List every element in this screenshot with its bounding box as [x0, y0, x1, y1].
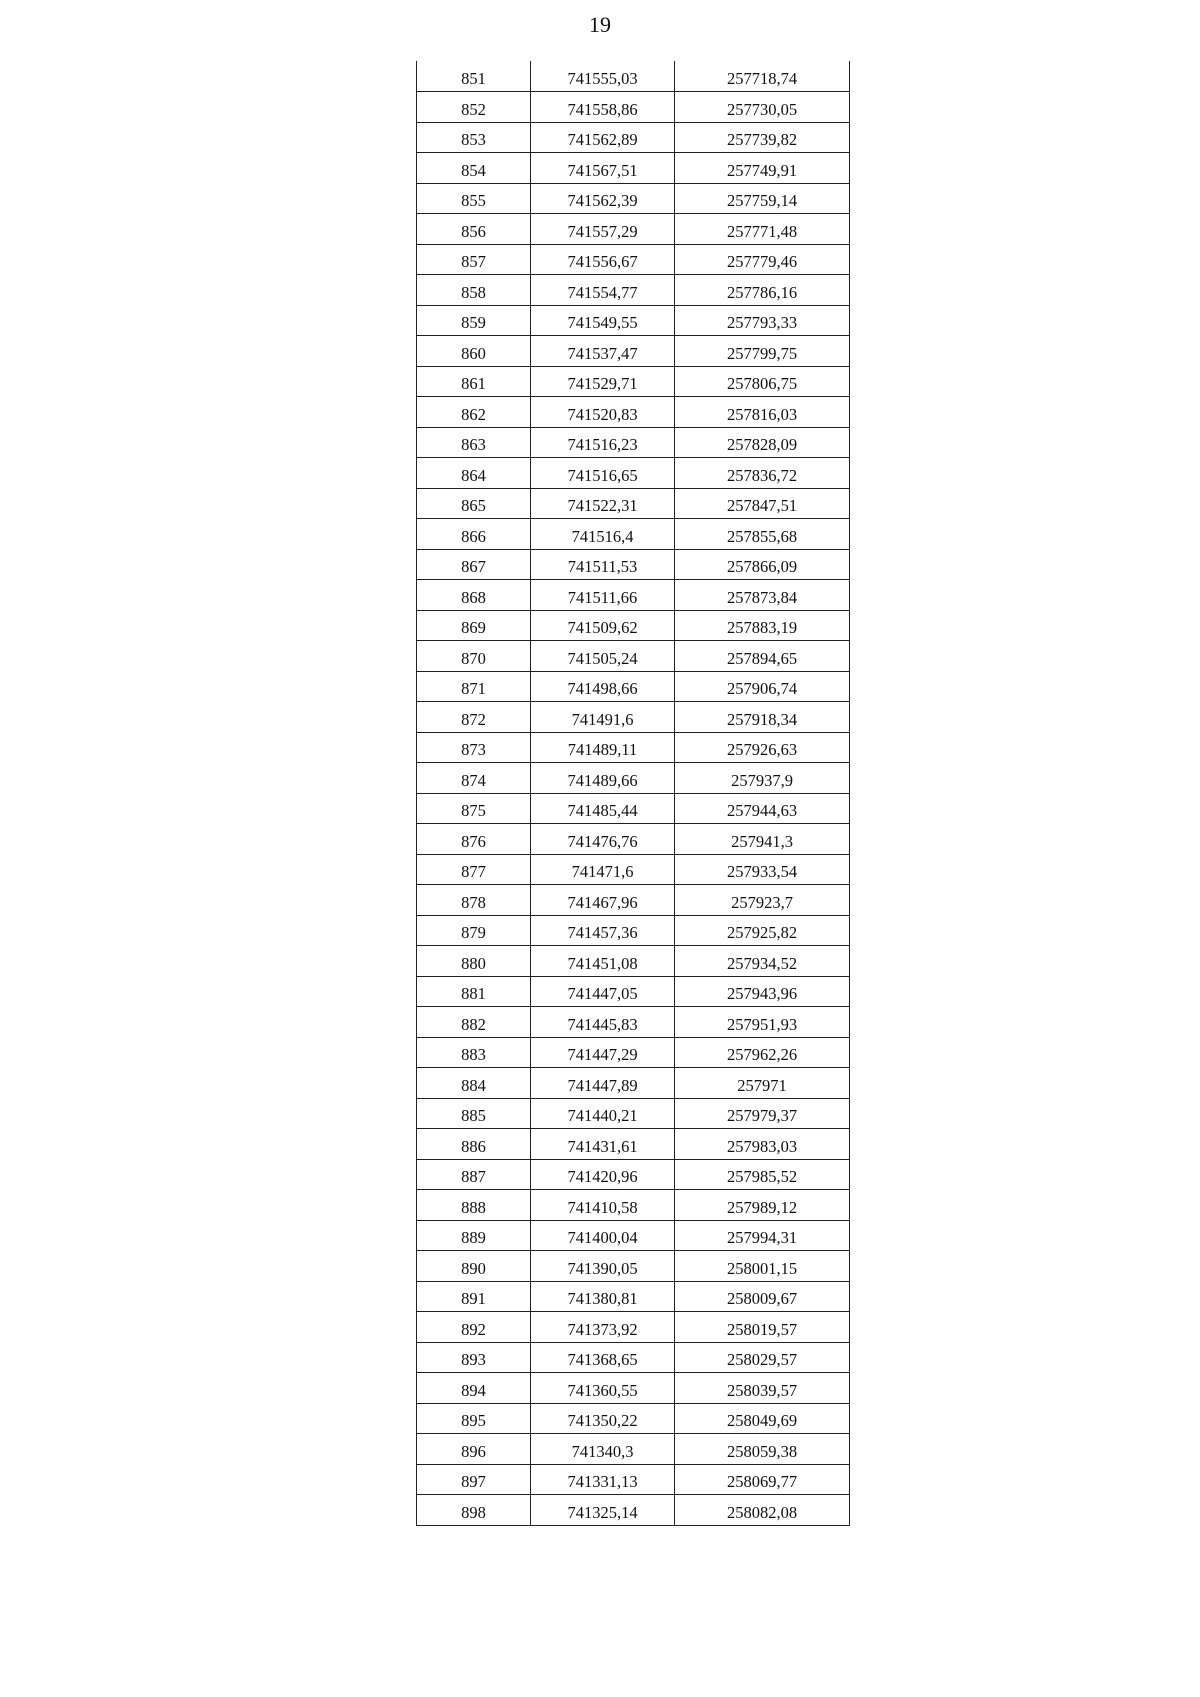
- y-coordinate-cell: 257985,52: [675, 1159, 850, 1190]
- y-coordinate-cell: 257943,96: [675, 976, 850, 1007]
- x-coordinate-cell: 741549,55: [531, 305, 675, 336]
- x-coordinate-cell: 741511,66: [531, 580, 675, 611]
- table-row: [417, 92, 850, 123]
- y-coordinate-cell: 257925,82: [675, 915, 850, 946]
- point-number-cell: 865: [417, 488, 531, 519]
- x-coordinate-cell: 741360,55: [531, 1373, 675, 1404]
- point-number-cell: 880: [417, 946, 531, 977]
- table-row: [417, 122, 850, 153]
- table-row: [417, 305, 850, 336]
- y-coordinate-cell: 257836,72: [675, 458, 850, 489]
- point-number-cell: 872: [417, 702, 531, 733]
- point-number-cell: 863: [417, 427, 531, 458]
- point-number-cell: 898: [417, 1495, 531, 1526]
- table-row: [417, 1068, 850, 1099]
- y-coordinate-cell: 257923,7: [675, 885, 850, 916]
- point-number-cell: 857: [417, 244, 531, 275]
- point-number-cell: 879: [417, 915, 531, 946]
- table-row: [417, 1037, 850, 1068]
- y-coordinate-cell: 257828,09: [675, 427, 850, 458]
- x-coordinate-cell: 741489,11: [531, 732, 675, 763]
- table-row: [417, 1159, 850, 1190]
- y-coordinate-cell: 257806,75: [675, 366, 850, 397]
- point-number-cell: 885: [417, 1098, 531, 1129]
- x-coordinate-cell: 741431,61: [531, 1129, 675, 1160]
- table-row: [417, 1342, 850, 1373]
- y-coordinate-cell: 257941,3: [675, 824, 850, 855]
- x-coordinate-cell: 741485,44: [531, 793, 675, 824]
- table-row: [417, 1434, 850, 1465]
- table-row: [417, 244, 850, 275]
- y-coordinate-cell: 257855,68: [675, 519, 850, 550]
- y-coordinate-cell: 258059,38: [675, 1434, 850, 1465]
- point-number-cell: 882: [417, 1007, 531, 1038]
- table-row: [417, 885, 850, 916]
- y-coordinate-cell: 257816,03: [675, 397, 850, 428]
- table-row: [417, 732, 850, 763]
- x-coordinate-cell: 741447,29: [531, 1037, 675, 1068]
- table-row: [417, 915, 850, 946]
- point-number-cell: 854: [417, 153, 531, 184]
- y-coordinate-cell: 257730,05: [675, 92, 850, 123]
- x-coordinate-cell: 741380,81: [531, 1281, 675, 1312]
- table-row: [417, 976, 850, 1007]
- y-coordinate-cell: 257894,65: [675, 641, 850, 672]
- table-row: [417, 153, 850, 184]
- table-row: [417, 702, 850, 733]
- y-coordinate-cell: 257906,74: [675, 671, 850, 702]
- y-coordinate-cell: 258082,08: [675, 1495, 850, 1526]
- table-row: [417, 1220, 850, 1251]
- page-number: 19: [589, 12, 611, 37]
- x-coordinate-cell: 741511,53: [531, 549, 675, 580]
- y-coordinate-cell: 257883,19: [675, 610, 850, 641]
- y-coordinate-cell: 258039,57: [675, 1373, 850, 1404]
- x-coordinate-cell: 741445,83: [531, 1007, 675, 1038]
- y-coordinate-cell: 257786,16: [675, 275, 850, 306]
- x-coordinate-cell: 741325,14: [531, 1495, 675, 1526]
- table-row: [417, 549, 850, 580]
- coordinates-table-body: [417, 61, 850, 1525]
- point-number-cell: 856: [417, 214, 531, 245]
- table-row: [417, 427, 850, 458]
- x-coordinate-cell: 741529,71: [531, 366, 675, 397]
- point-number-cell: 896: [417, 1434, 531, 1465]
- y-coordinate-cell: 257944,63: [675, 793, 850, 824]
- y-coordinate-cell: 257749,91: [675, 153, 850, 184]
- table-row: [417, 763, 850, 794]
- y-coordinate-cell: 258049,69: [675, 1403, 850, 1434]
- table-row: [417, 1190, 850, 1221]
- point-number-cell: 884: [417, 1068, 531, 1099]
- point-number-cell: 869: [417, 610, 531, 641]
- y-coordinate-cell: 257771,48: [675, 214, 850, 245]
- x-coordinate-cell: 741476,76: [531, 824, 675, 855]
- x-coordinate-cell: 741516,23: [531, 427, 675, 458]
- y-coordinate-cell: 257989,12: [675, 1190, 850, 1221]
- y-coordinate-cell: 257926,63: [675, 732, 850, 763]
- point-number-cell: 881: [417, 976, 531, 1007]
- x-coordinate-cell: 741557,29: [531, 214, 675, 245]
- point-number-cell: 864: [417, 458, 531, 489]
- table-row: [417, 397, 850, 428]
- x-coordinate-cell: 741390,05: [531, 1251, 675, 1282]
- y-coordinate-cell: 257937,9: [675, 763, 850, 794]
- point-number-cell: 877: [417, 854, 531, 885]
- table-row: [417, 61, 850, 92]
- point-number-cell: 895: [417, 1403, 531, 1434]
- x-coordinate-cell: 741471,6: [531, 854, 675, 885]
- table-row: [417, 1373, 850, 1404]
- x-coordinate-cell: 741516,65: [531, 458, 675, 489]
- point-number-cell: 874: [417, 763, 531, 794]
- point-number-cell: 867: [417, 549, 531, 580]
- table-row: [417, 946, 850, 977]
- x-coordinate-cell: 741562,89: [531, 122, 675, 153]
- y-coordinate-cell: 257873,84: [675, 580, 850, 611]
- y-coordinate-cell: 257933,54: [675, 854, 850, 885]
- table-row: [417, 519, 850, 550]
- y-coordinate-cell: 257759,14: [675, 183, 850, 214]
- y-coordinate-cell: 257793,33: [675, 305, 850, 336]
- point-number-cell: 873: [417, 732, 531, 763]
- x-coordinate-cell: 741516,4: [531, 519, 675, 550]
- y-coordinate-cell: 257983,03: [675, 1129, 850, 1160]
- x-coordinate-cell: 741457,36: [531, 915, 675, 946]
- table-row: [417, 1403, 850, 1434]
- x-coordinate-cell: 741440,21: [531, 1098, 675, 1129]
- x-coordinate-cell: 741520,83: [531, 397, 675, 428]
- table-row: [417, 1251, 850, 1282]
- y-coordinate-cell: 257971: [675, 1068, 850, 1099]
- x-coordinate-cell: 741498,66: [531, 671, 675, 702]
- x-coordinate-cell: 741400,04: [531, 1220, 675, 1251]
- point-number-cell: 852: [417, 92, 531, 123]
- table-row: [417, 1464, 850, 1495]
- x-coordinate-cell: 741451,08: [531, 946, 675, 977]
- y-coordinate-cell: 257951,93: [675, 1007, 850, 1038]
- table-row: [417, 854, 850, 885]
- point-number-cell: 875: [417, 793, 531, 824]
- x-coordinate-cell: 741505,24: [531, 641, 675, 672]
- x-coordinate-cell: 741350,22: [531, 1403, 675, 1434]
- coordinates-table: [416, 61, 850, 1526]
- x-coordinate-cell: 741522,31: [531, 488, 675, 519]
- point-number-cell: 859: [417, 305, 531, 336]
- point-number-cell: 868: [417, 580, 531, 611]
- x-coordinate-cell: 741554,77: [531, 275, 675, 306]
- x-coordinate-cell: 741509,62: [531, 610, 675, 641]
- y-coordinate-cell: 258001,15: [675, 1251, 850, 1282]
- table-row: [417, 610, 850, 641]
- point-number-cell: 894: [417, 1373, 531, 1404]
- x-coordinate-cell: 741447,89: [531, 1068, 675, 1099]
- x-coordinate-cell: 741558,86: [531, 92, 675, 123]
- table-row: [417, 366, 850, 397]
- point-number-cell: 851: [417, 61, 531, 92]
- table-row: [417, 1007, 850, 1038]
- x-coordinate-cell: 741368,65: [531, 1342, 675, 1373]
- y-coordinate-cell: 258069,77: [675, 1464, 850, 1495]
- table-row: [417, 183, 850, 214]
- point-number-cell: 853: [417, 122, 531, 153]
- point-number-cell: 855: [417, 183, 531, 214]
- y-coordinate-cell: 257918,34: [675, 702, 850, 733]
- x-coordinate-cell: 741373,92: [531, 1312, 675, 1343]
- x-coordinate-cell: 741562,39: [531, 183, 675, 214]
- point-number-cell: 871: [417, 671, 531, 702]
- table-row: [417, 458, 850, 489]
- table-row: [417, 1312, 850, 1343]
- point-number-cell: 890: [417, 1251, 531, 1282]
- y-coordinate-cell: 257799,75: [675, 336, 850, 367]
- y-coordinate-cell: 257994,31: [675, 1220, 850, 1251]
- table-row: [417, 214, 850, 245]
- table-row: [417, 641, 850, 672]
- point-number-cell: 887: [417, 1159, 531, 1190]
- x-coordinate-cell: 741537,47: [531, 336, 675, 367]
- table-row: [417, 1281, 850, 1312]
- y-coordinate-cell: 257866,09: [675, 549, 850, 580]
- table-row: [417, 488, 850, 519]
- x-coordinate-cell: 741467,96: [531, 885, 675, 916]
- table-row: [417, 580, 850, 611]
- table-row: [417, 1495, 850, 1526]
- y-coordinate-cell: 257979,37: [675, 1098, 850, 1129]
- point-number-cell: 883: [417, 1037, 531, 1068]
- y-coordinate-cell: 258019,57: [675, 1312, 850, 1343]
- point-number-cell: 892: [417, 1312, 531, 1343]
- point-number-cell: 876: [417, 824, 531, 855]
- table-row: [417, 1098, 850, 1129]
- y-coordinate-cell: 257779,46: [675, 244, 850, 275]
- table-row: [417, 275, 850, 306]
- point-number-cell: 866: [417, 519, 531, 550]
- point-number-cell: 878: [417, 885, 531, 916]
- y-coordinate-cell: 257739,82: [675, 122, 850, 153]
- point-number-cell: 860: [417, 336, 531, 367]
- table-row: [417, 671, 850, 702]
- point-number-cell: 886: [417, 1129, 531, 1160]
- point-number-cell: 858: [417, 275, 531, 306]
- x-coordinate-cell: 741491,6: [531, 702, 675, 733]
- x-coordinate-cell: 741340,3: [531, 1434, 675, 1465]
- x-coordinate-cell: 741489,66: [531, 763, 675, 794]
- point-number-cell: 891: [417, 1281, 531, 1312]
- y-coordinate-cell: 258009,67: [675, 1281, 850, 1312]
- point-number-cell: 861: [417, 366, 531, 397]
- point-number-cell: 893: [417, 1342, 531, 1373]
- table-row: [417, 336, 850, 367]
- y-coordinate-cell: 258029,57: [675, 1342, 850, 1373]
- table-row: [417, 824, 850, 855]
- x-coordinate-cell: 741410,58: [531, 1190, 675, 1221]
- x-coordinate-cell: 741420,96: [531, 1159, 675, 1190]
- y-coordinate-cell: 257962,26: [675, 1037, 850, 1068]
- point-number-cell: 888: [417, 1190, 531, 1221]
- table-row: [417, 793, 850, 824]
- point-number-cell: 870: [417, 641, 531, 672]
- x-coordinate-cell: 741331,13: [531, 1464, 675, 1495]
- x-coordinate-cell: 741567,51: [531, 153, 675, 184]
- point-number-cell: 897: [417, 1464, 531, 1495]
- y-coordinate-cell: 257718,74: [675, 61, 850, 92]
- y-coordinate-cell: 257934,52: [675, 946, 850, 977]
- x-coordinate-cell: 741556,67: [531, 244, 675, 275]
- x-coordinate-cell: 741447,05: [531, 976, 675, 1007]
- point-number-cell: 889: [417, 1220, 531, 1251]
- y-coordinate-cell: 257847,51: [675, 488, 850, 519]
- point-number-cell: 862: [417, 397, 531, 428]
- x-coordinate-cell: 741555,03: [531, 61, 675, 92]
- table-row: [417, 1129, 850, 1160]
